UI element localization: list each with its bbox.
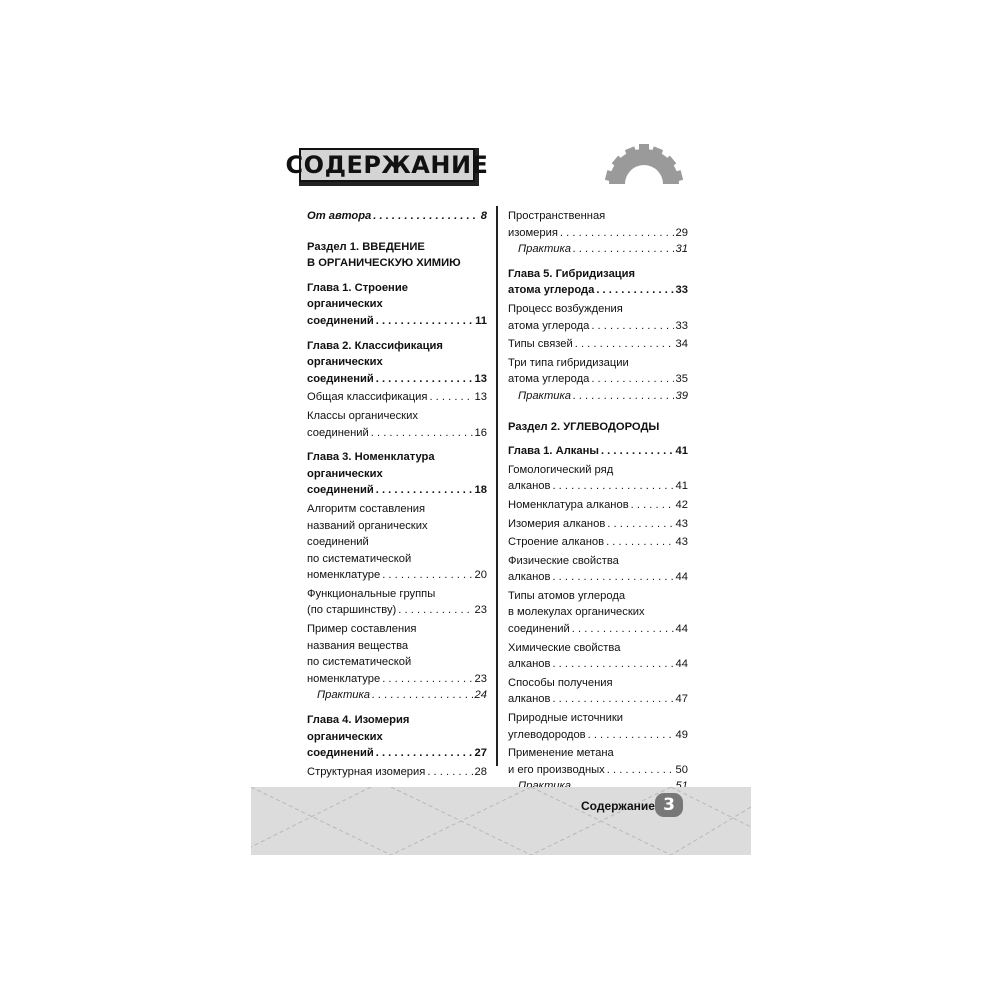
leader-dots bbox=[429, 389, 472, 406]
toc-entry-text: Типы связей bbox=[508, 338, 573, 351]
toc-entry bbox=[307, 408, 487, 441]
toc-entry bbox=[508, 241, 688, 258]
toc-page-number: 41 bbox=[675, 480, 688, 493]
leader-dots bbox=[376, 745, 473, 762]
toc-entry bbox=[508, 388, 688, 405]
toc-entry bbox=[508, 336, 688, 353]
toc-entry bbox=[307, 449, 487, 499]
toc-entry-text: соединений bbox=[307, 536, 369, 549]
toc-entry-text: Процесс возбуждения bbox=[508, 302, 623, 315]
toc-page-number: 43 bbox=[675, 536, 688, 549]
toc-entry-text: Практика bbox=[317, 689, 371, 702]
leader-dots bbox=[572, 621, 674, 638]
toc-entry-text: Алгоритм составления bbox=[307, 502, 426, 515]
toc-entry-text: Классы органических bbox=[307, 409, 418, 422]
leader-dots bbox=[591, 318, 673, 335]
toc-entry-text: Раздел 2. УГЛЕВОДОРОДЫ bbox=[508, 420, 660, 433]
toc-page-number: 33 bbox=[675, 284, 688, 297]
toc-entry-text: Химические свойства bbox=[508, 641, 621, 654]
toc-entry-text: В ОРГАНИЧЕСКУЮ ХИМИЮ bbox=[307, 257, 461, 270]
toc-entry bbox=[307, 586, 487, 619]
toc-entry-text: изомерия bbox=[508, 226, 558, 239]
toc-entry-text: Гомологический ряд bbox=[508, 463, 614, 476]
leader-dots bbox=[607, 762, 674, 779]
leader-dots bbox=[552, 656, 673, 673]
toc-page-number: 23 bbox=[474, 604, 487, 617]
toc-page-number: 8 bbox=[480, 210, 487, 222]
toc-entry bbox=[508, 443, 688, 460]
toc-entry bbox=[307, 621, 487, 687]
toc-entry-text: Применение метана bbox=[508, 747, 614, 760]
toc-page-number: 44 bbox=[675, 658, 688, 671]
toc-page-number: 44 bbox=[675, 571, 688, 584]
toc-page-number: 28 bbox=[474, 765, 487, 778]
toc-page-number: 44 bbox=[675, 623, 688, 636]
leader-dots bbox=[588, 727, 674, 744]
toc-entry-text: Строение алканов bbox=[508, 536, 605, 549]
toc-page-number: 18 bbox=[474, 484, 487, 497]
footer-section-label: Содержание bbox=[581, 799, 655, 813]
leader-dots bbox=[376, 482, 473, 499]
toc-entry-text: Глава 2. Классификация bbox=[307, 339, 443, 352]
toc-entry bbox=[508, 462, 688, 495]
toc-right-column bbox=[508, 208, 688, 795]
toc-entry bbox=[508, 497, 688, 514]
toc-entry bbox=[508, 710, 688, 743]
toc-entry-text: органических bbox=[307, 356, 383, 369]
toc-entry bbox=[307, 501, 487, 584]
leader-dots bbox=[552, 569, 673, 586]
toc-entry-text: Глава 3. Номенклатура bbox=[307, 451, 435, 464]
toc-page-number: 50 bbox=[675, 763, 688, 776]
toc-entry-text: Глава 1. Строение bbox=[307, 281, 408, 294]
toc-page-number: 16 bbox=[474, 426, 487, 439]
leader-dots bbox=[382, 567, 472, 584]
page-title-box bbox=[285, 148, 489, 186]
toc-entry-text: От автора bbox=[307, 210, 372, 222]
toc-page-number: 24 bbox=[474, 689, 487, 702]
leader-dots bbox=[398, 602, 472, 619]
toc-entry bbox=[508, 208, 688, 241]
toc-page-number: 11 bbox=[475, 314, 487, 327]
toc-entry-text: Типы атомов углерода bbox=[508, 589, 626, 602]
toc-entry bbox=[508, 516, 688, 533]
toc-entry-text: органических bbox=[307, 730, 383, 743]
toc-entry-text: номенклатуре bbox=[307, 672, 381, 685]
leader-dots bbox=[427, 764, 472, 781]
leader-dots bbox=[631, 497, 674, 514]
toc-page-number: 34 bbox=[675, 338, 688, 351]
toc-page-number: 42 bbox=[675, 498, 688, 511]
toc-entry-text: и его производных bbox=[508, 763, 605, 776]
toc-page-number: 43 bbox=[675, 517, 688, 530]
leader-dots bbox=[373, 208, 478, 225]
leader-dots bbox=[607, 516, 673, 533]
toc-entry-text: по систематической bbox=[307, 552, 412, 565]
toc-entry-text: атома углерода bbox=[508, 319, 590, 332]
leader-dots bbox=[606, 534, 673, 551]
toc-entry bbox=[307, 764, 487, 781]
toc-entry-text: (по старшинству) bbox=[307, 604, 397, 617]
toc-entry-text: номенклатуре bbox=[307, 569, 381, 582]
toc-page-number: 13 bbox=[474, 391, 487, 404]
book-page bbox=[251, 120, 751, 855]
toc-page-number: 23 bbox=[474, 672, 487, 685]
toc-entry-text: атома углерода bbox=[508, 373, 590, 386]
toc-entry-text: алканов bbox=[508, 480, 551, 493]
toc-entry-text: по систематической bbox=[307, 656, 412, 669]
toc-entry-text: Глава 1. Алканы bbox=[508, 445, 599, 458]
leader-dots bbox=[596, 282, 673, 299]
toc-entry-text: соединений bbox=[307, 314, 374, 327]
toc-entry-text: соединений bbox=[307, 484, 374, 497]
toc-entry-text: соединений bbox=[508, 623, 570, 636]
toc-entry bbox=[508, 301, 688, 334]
leader-dots bbox=[573, 241, 674, 258]
toc-entry-text: органических bbox=[307, 298, 383, 311]
toc-entry bbox=[508, 640, 688, 673]
toc-left-column bbox=[307, 208, 487, 780]
toc-entry-text: алканов bbox=[508, 693, 551, 706]
toc-entry bbox=[307, 389, 487, 406]
toc-entry-text: в молекулах органических bbox=[508, 606, 645, 619]
toc-entry-text: Способы получения bbox=[508, 676, 613, 689]
toc-entry bbox=[508, 553, 688, 586]
toc-entry-text: органических bbox=[307, 467, 383, 480]
leader-dots bbox=[372, 687, 473, 704]
toc-page-number: 20 bbox=[474, 569, 487, 582]
toc-entry-text: Пример составления bbox=[307, 623, 417, 636]
toc-entry-text: названия вещества bbox=[307, 639, 409, 652]
toc-entry bbox=[307, 712, 487, 762]
toc-entry-text: алканов bbox=[508, 658, 551, 671]
toc-page-number: 41 bbox=[675, 445, 688, 458]
page-title: СОДЕРЖАНИЕ bbox=[285, 151, 489, 179]
toc-entry-text: соединений bbox=[307, 426, 369, 439]
toc-entry bbox=[307, 208, 487, 225]
toc-entry-text: Природные источники bbox=[508, 712, 624, 725]
toc-entry-text: соединений bbox=[307, 747, 374, 760]
toc-entry-text: Три типа гибридизации bbox=[508, 356, 629, 369]
toc-entry bbox=[508, 534, 688, 551]
toc-entry-text: Номенклатура алканов bbox=[508, 498, 629, 511]
toc-entry-text: алканов bbox=[508, 571, 551, 584]
toc-entry-text: Функциональные группы bbox=[307, 587, 436, 600]
toc-entry bbox=[508, 745, 688, 778]
toc-entry-text: Практика bbox=[518, 389, 572, 402]
toc-entry-text: названий органических bbox=[307, 519, 428, 532]
leader-dots bbox=[376, 313, 473, 330]
toc-entry-text: Структурная изомерия bbox=[307, 765, 426, 778]
toc-entry bbox=[508, 588, 688, 638]
toc-page-number: 47 bbox=[675, 693, 688, 706]
toc-entry bbox=[307, 687, 487, 704]
toc-page-number: 35 bbox=[675, 373, 688, 386]
page-footer bbox=[251, 787, 751, 855]
leader-dots bbox=[552, 478, 673, 495]
toc-entry bbox=[307, 280, 487, 330]
leader-dots bbox=[560, 225, 674, 242]
page-number-badge: 3 bbox=[655, 793, 683, 817]
toc-entry-text: Практика bbox=[518, 243, 572, 256]
column-divider bbox=[496, 206, 498, 766]
toc-page-number: 29 bbox=[675, 226, 688, 239]
toc-page-number: 49 bbox=[675, 728, 688, 741]
toc-page-number: 39 bbox=[675, 389, 688, 402]
leader-dots bbox=[591, 371, 673, 388]
toc-entry-text: Пространственная bbox=[508, 210, 606, 222]
toc-page-number: 13 bbox=[474, 372, 487, 385]
toc-entry-text: Изомерия алканов bbox=[508, 517, 606, 530]
leader-dots bbox=[552, 691, 673, 708]
toc-entry bbox=[508, 355, 688, 388]
toc-entry bbox=[307, 338, 487, 388]
leader-dots bbox=[573, 388, 674, 405]
leader-dots bbox=[371, 425, 473, 442]
toc-entry bbox=[307, 239, 487, 272]
toc-entry-text: атома углерода bbox=[508, 284, 595, 297]
toc-entry-text: Глава 5. Гибридизация bbox=[508, 267, 636, 280]
toc-entry-text: углеводородов bbox=[508, 728, 586, 741]
toc-entry-text: Общая классификация bbox=[307, 391, 428, 404]
toc-entry-text: соединений bbox=[307, 372, 374, 385]
toc-page-number: 33 bbox=[675, 319, 688, 332]
toc-entry-text: Физические свойства bbox=[508, 554, 619, 567]
toc-entry-text: Раздел 1. ВВЕДЕНИЕ bbox=[307, 240, 425, 253]
leader-dots bbox=[382, 671, 472, 688]
toc-entry bbox=[508, 675, 688, 708]
toc-page-number: 27 bbox=[474, 747, 487, 760]
toc-entry bbox=[508, 266, 688, 299]
leader-dots bbox=[601, 443, 674, 460]
leader-dots bbox=[376, 371, 473, 388]
gear-icon bbox=[601, 140, 687, 184]
toc-page-number: 31 bbox=[675, 243, 688, 256]
toc-entry-text: Глава 4. Изомерия bbox=[307, 714, 410, 727]
leader-dots bbox=[575, 336, 674, 353]
toc-entry bbox=[508, 419, 688, 436]
